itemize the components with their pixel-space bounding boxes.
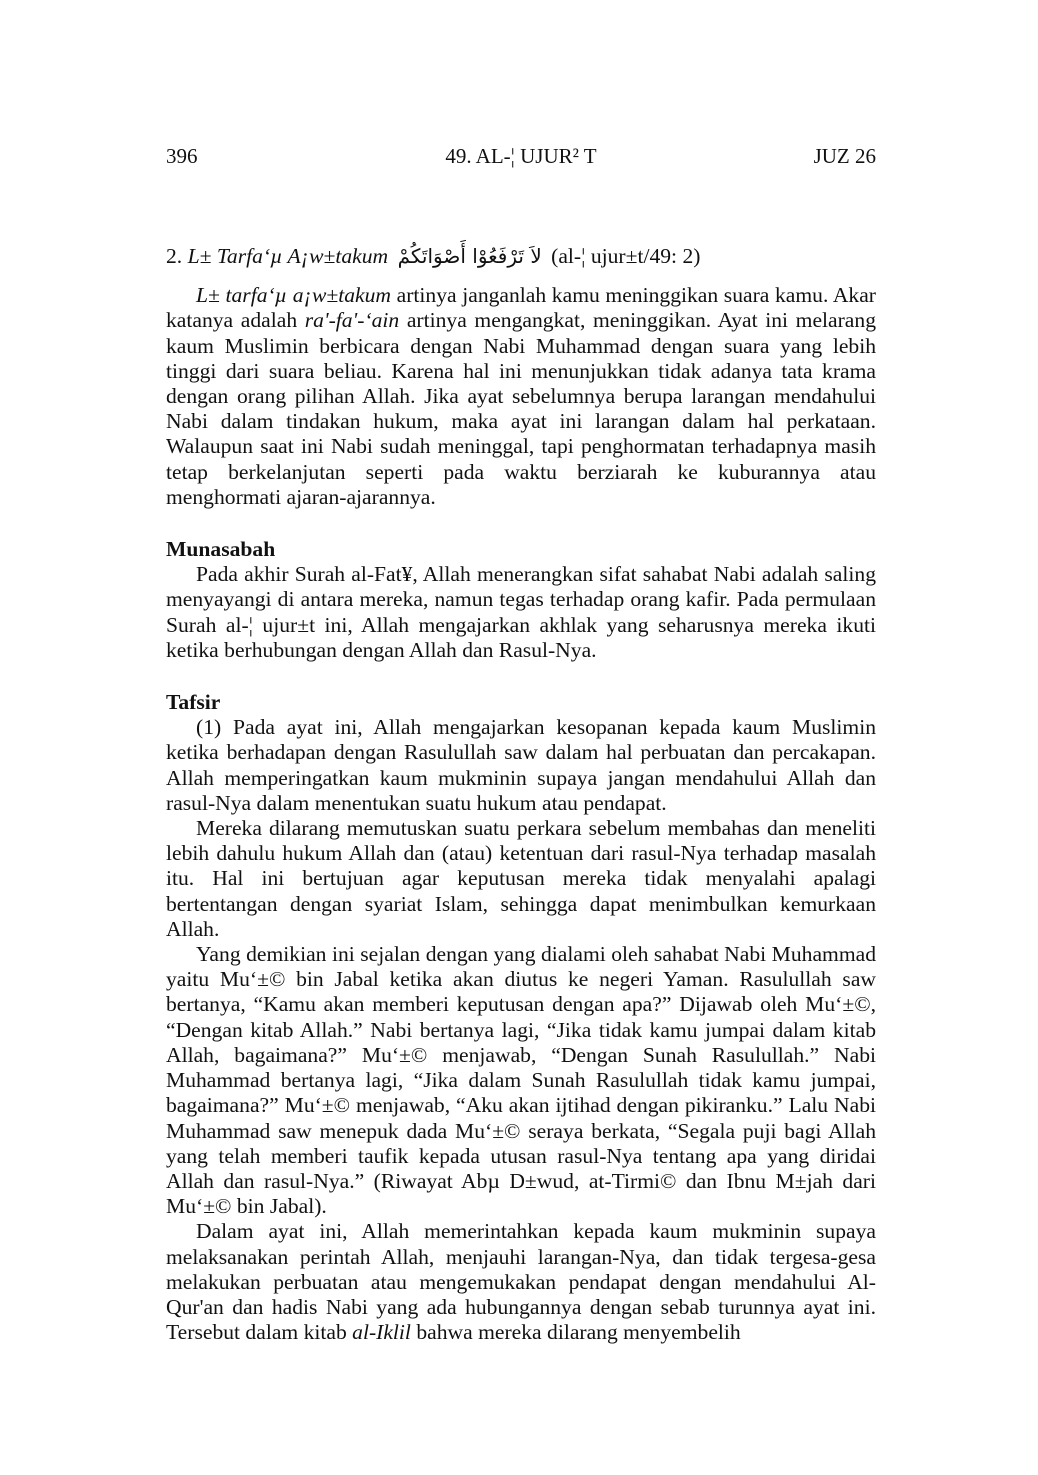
- vocab-explanation: [166, 283, 876, 510]
- section-heading-tafsir: Tafsir: [166, 690, 221, 715]
- tafsir-p4-text-2: bahwa mereka dilarang menyembelih: [410, 1320, 741, 1345]
- item-reference: (al-¦ ujur±t/49: 2): [551, 244, 701, 268]
- item-term-arabic: لاَ تَرْفَعُوْا أَصْوَاتَكُمْ: [397, 244, 542, 268]
- page-body: [166, 244, 876, 1345]
- munasabah-paragraph: Pada akhir Surah al-Fat¥, Allah menerangkan sifat sahabat Nabi adalah saling menyayangi di antara mereka, namun tegas terhadap orang kafir. Pada permulaan Surah al-¦ ujur±t ini, Allah mengajarkan akhlak yang seharusnya mereka ikuti ketika berhubungan dengan Allah dan Rasul-Nya.: [166, 562, 876, 662]
- section-heading-munasabah: Munasabah: [166, 537, 276, 562]
- page-number: 396: [166, 144, 198, 168]
- explanation-text-2: artinya mengangkat, meninggikan. Ayat ini melarang kaum Muslimin berbicara dengan Nabi Muhammad dengan suara yang lebih tinggi dari suara beliau. Karena hal ini menunjukkan tidak adanya tata krama dengan orang pilihan Allah. Jika ayat sebelumnya berupa larangan mendahului Nabi dalam tindakan hukum, maka ayat ini larangan dalam hal perkataan. Walaupun saat ini Nabi sudah meninggal, tapi penghormatan terhadapnya masih tetap berkelanjutan seperti pada waktu berziarah ke kuburannya atau menghormati ajaran-ajarannya.: [166, 308, 876, 509]
- explanation-root: ra'-fa'-‘ain: [304, 308, 400, 333]
- explanation-text-1: artinya janganlah kamu meninggikan suara kamu. Akar katanya adalah: [166, 283, 876, 333]
- tafsir-paragraph-1: (1) Pada ayat ini, Allah mengajarkan kesopanan kepada kaum Muslimin ketika berhadapan dengan Rasulullah saw dalam hal perbuatan dan percakapan. Allah memperingatkan kaum mukminin supaya jangan mendahului Allah dan rasul-Nya dalam menentukan suatu hukum atau pendapat.: [166, 715, 876, 815]
- tafsir-paragraph-4: [166, 1219, 876, 1345]
- item-term-latin: L± Tarfa‘µ A¡w±takum: [187, 244, 389, 268]
- explanation-term: L± tarfa‘µ a¡w±takum: [196, 283, 391, 308]
- chapter-title: 49. AL-¦ UJUR² T: [445, 144, 597, 168]
- tafsir-paragraph-2: Mereka dilarang memutuskan suatu perkara sebelum membahas dan meneliti lebih dahulu hukum Allah dan (atau) ketentuan dari rasul-Nya terhadap masalah itu. Hal ini bertujuan agar keputusan mereka tidak menyalahi apalagi bertentangan dengan syariat Islam, sehingga dapat menimbulkan kemurkaan Allah.: [166, 816, 876, 941]
- vocab-item-heading: [166, 244, 876, 269]
- tafsir-p4-text-1: Dalam ayat ini, Allah memerintahkan kepada kaum mukminin supaya melaksanakan perintah Allah, menjauhi larangan-Nya, dan tidak tergesa-gesa melakukan perbuatan atau mengemukakan pendapat dengan mendahului Al-Qur'an dan hadis Nabi yang ada hubungannya dengan sebab turunnya ayat ini. Tersebut dalam kitab: [166, 1219, 876, 1345]
- tafsir-p4-book-title: al-Iklil: [352, 1320, 411, 1345]
- tafsir-paragraph-3: Yang demikian ini sejalan dengan yang dialami oleh sahabat Nabi Muhammad yaitu Mu‘±© bin Jabal ketika akan diutus ke negeri Yaman. Rasulullah saw bertanya, “Kamu akan memberi keputusan dengan apa?” Dijawab oleh Mu‘±©, “Dengan kitab Allah.” Nabi bertanya lagi, “Jika tidak kamu jumpai dalam kitab Allah, bagaimana?” Mu‘±© menjawab, “Dengan Sunah Rasulullah.” Nabi Muhammad bertanya lagi, “Jika dalam Sunah Rasulullah tidak kamu jumpai, bagaimana?” Mu‘±© menjawab, “Aku akan ijtihad dengan pikiranku.” Lalu Nabi Muhammad saw menepuk dada Mu‘±© seraya berkata, “Segala puji bagi Allah yang telah memberi taufik kepada utusan rasul-Nya tentang apa yang diridai Allah dan rasul-Nya.” (Riwayat Abµ D±wud, at-Tirmi© dan Ibnu M±jah dari Mu‘±© bin Jabal).: [166, 942, 876, 1219]
- page-header: [166, 144, 876, 174]
- item-number: 2.: [166, 244, 183, 268]
- juz-label: JUZ 26: [813, 144, 876, 168]
